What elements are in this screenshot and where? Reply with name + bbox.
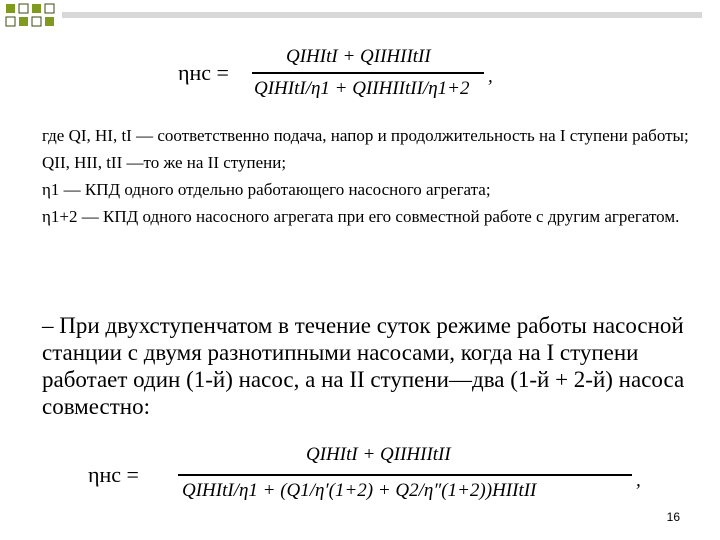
definition-item: QII, HII, tII —то же на II ступени; [42, 153, 287, 172]
definition-item: η1 — КПД одного отдельно работающего насосного агрегата; [42, 180, 491, 199]
formula-2-lhs: ηнс = [88, 462, 139, 487]
formula-2-fraction-bar [178, 474, 632, 476]
formula-2 [0, 430, 720, 520]
bullet-paragraph: – При двухступенчатом в течение суток режиме работы насосной станции с двумя разнотипными насосами, когда на I ступени работает один (1-й) насос, а на II ступени—два (1-й + 2-й) насоса совместно: [42, 313, 685, 419]
formula-2-numerator: QIHItI + QIIHIItII [306, 444, 451, 465]
formula-1 [0, 0, 720, 110]
formula-1-comma: , [488, 66, 493, 87]
definition-item: η1+2 — КПД одного насосного агрегата при его совместной работе с другим агрегатом. [42, 207, 680, 226]
formula-1-numerator: QIHItI + QIIHIItII [286, 46, 431, 67]
formula-2-comma: , [636, 470, 641, 491]
page-number: 16 [666, 510, 680, 524]
definition-item: где QI, HI, tI — соответственно подача, напор и продолжительность на I ступени работы; [42, 126, 689, 145]
formula-2-denominator: QIHItI/η1 + (Q1/η′(1+2) + Q2/η″(1+2))HIItII [182, 480, 537, 501]
formula-1-lhs: ηнс = [178, 60, 229, 85]
definitions [42, 124, 692, 232]
formula-1-denominator: QIHItI/η1 + QIIHIItII/η1+2 [254, 78, 470, 99]
formula-1-fraction-bar [252, 72, 484, 74]
